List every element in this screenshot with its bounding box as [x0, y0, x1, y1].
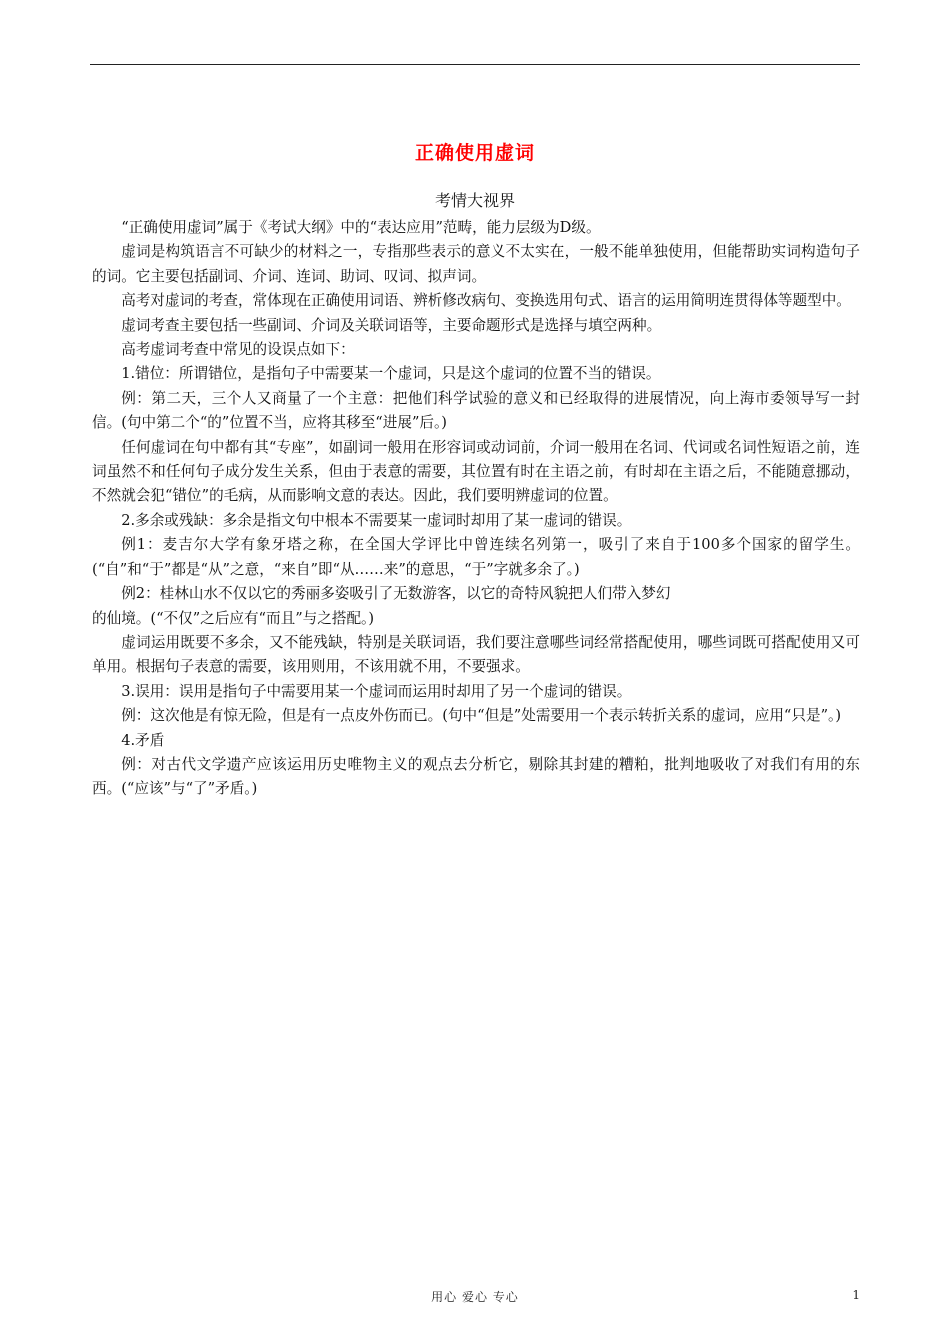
paragraph-misuse: 3.误用：误用是指句子中需要用某一个虚词而运用时却用了另一个虚词的错误。 [121, 682, 632, 700]
section-title: 考情大视界 [434, 191, 515, 210]
paragraph-exam-forms: 高考对虚词的考查，常体现在正确使用词语、辨析修改病句、变换选用句式、语言的运用简明连贯得体等题型中。 [121, 292, 851, 310]
paragraph-redundancy-example-2-continued: 的仙境。(“不仅”之后应有“而且”与之搭配。) [92, 609, 375, 627]
paragraph-redundancy-explanation: 虚词运用既要不多余，又不能残缺，特别是关联词语，我们要注意哪些词经常搭配使用，哪些词既可搭配使用又可单用。根据句子表意的需要，该用则用，不该用就不用，不要强求。 [92, 633, 860, 676]
paragraph-misplacement-example: 例：第二天，三个人又商量了一个主意：把他们科学试验的意义和已经取得的进展情况，向上海市委领导写一封信。(句中第二个“的”位置不当，应将其移至“进展”后。) [92, 389, 860, 432]
paragraph-misplacement: 1.错位：所谓错位，是指句子中需要某一个虚词，只是这个虚词的位置不当的错误。 [121, 365, 661, 383]
paragraph-definition: 虚词是构筑语言不可缺少的材料之一，专指那些表示的意义不太实在，一般不能单独使用，但能帮助实词构造句子的词。它主要包括副词、介词、连词、助词、叹词、拟声词。 [92, 243, 860, 285]
page-number: 1 [852, 1288, 860, 1302]
paragraph-contradiction-example: 例：对古代文学遗产应该运用历史唯物主义的观点去分析它，剔除其封建的糟粕，批判地吸收了对我们有用的东西。(“应该”与“了”矛盾。) [92, 755, 860, 798]
paragraph-error-points-intro: 高考虚词考查中常见的设误点如下： [121, 341, 355, 359]
paragraph-exam-content: 虚词考查主要包括一些副词、介词及关联词语等，主要命题形式是选择与填空两种。 [121, 316, 662, 334]
paragraph-redundancy-example-2: 例2：桂林山水不仅以它的秀丽多姿吸引了无数游客，以它的奇特风貌把人们带入梦幻 [121, 585, 671, 603]
footer-motto: 用心 爱心 专心 [431, 1290, 519, 1304]
paragraph-scope: “正确使用虚词”属于《考试大纲》中的“表达应用”范畴，能力层级为D级。 [121, 219, 601, 236]
paragraph-misuse-example: 例：这次他是有惊无险，但是有一点皮外伤而已。(句中“但是”处需要用一个表示转折关系的虚词，应用“只是”。) [121, 707, 842, 725]
paragraph-redundancy: 2.多余或残缺：多余是指文句中根本不需要某一虚词时却用了某一虚词的错误。 [121, 511, 632, 529]
paragraph-contradiction: 4.矛盾 [121, 731, 165, 749]
document-title: 正确使用虚词 [414, 142, 535, 164]
paragraph-redundancy-example-1: 例1：麦吉尔大学有象牙塔之称，在全国大学评比中曾连续名列第一，吸引了来自于100多个国家的留学生。(“自”和“于”都是“从”之意，“来自”即“从……来”的意思，“于”字就多余了。) [92, 536, 860, 578]
header-rule [90, 64, 860, 65]
document-body [92, 216, 860, 802]
paragraph-misplacement-explanation: 任何虚词在句中都有其“专座”，如副词一般用在形容词或动词前，介词一般用在名词、代词或名词性短语之前，连词虽然不和任何句子成分发生关系，但由于表意的需要，其位置有时在主语之前，有时却在主语之后，不能随意挪动，不然就会犯“错位”的毛病，从而影响文意的表达。因此，我们要明辨虚词的位置。 [92, 438, 860, 505]
